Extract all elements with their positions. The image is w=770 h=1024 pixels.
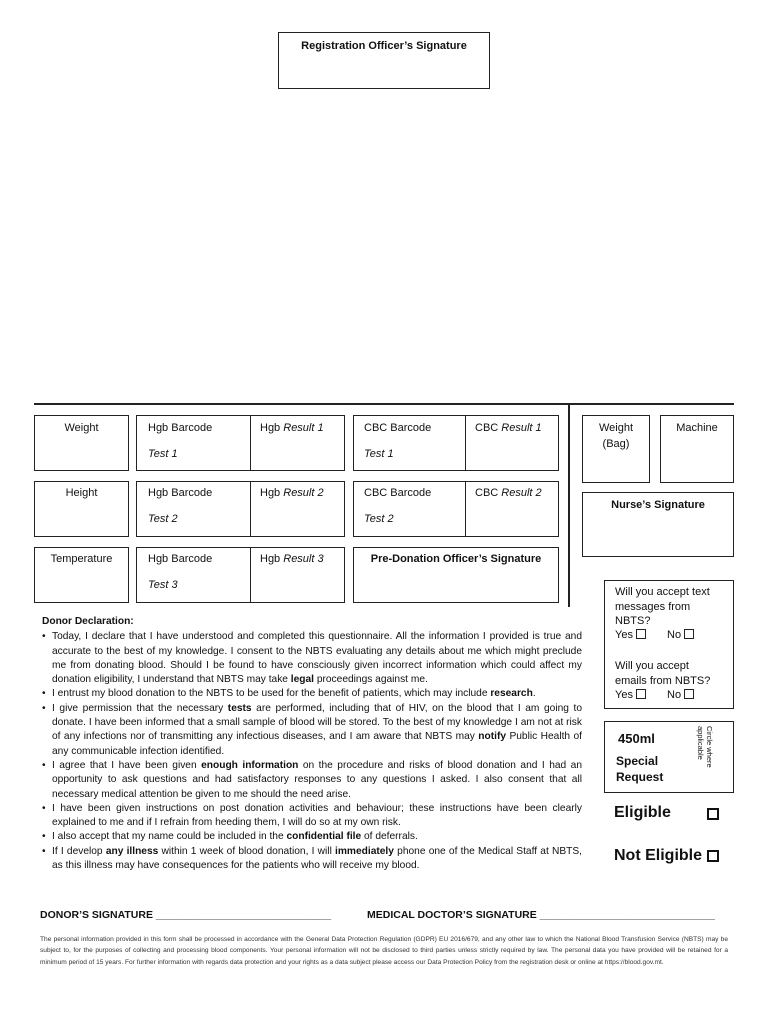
grid-divider-rule (568, 403, 570, 607)
height-field[interactable] (34, 481, 129, 537)
test-3-label: Test 3 (148, 579, 178, 591)
text-question-line-1: Will you accept text (615, 586, 710, 598)
hgb-barcode-1-field[interactable] (136, 415, 251, 471)
hgb-barcode-3-field[interactable] (136, 547, 251, 603)
cbc-test-1-label: Test 1 (364, 448, 394, 460)
hgb-barcode-2-label: Hgb Barcode (148, 487, 213, 499)
temperature-field[interactable] (34, 547, 129, 603)
cbc-result-1-label: CBC Result 1 (475, 422, 542, 434)
hgb-barcode-3-label: Hgb Barcode (148, 553, 213, 565)
hgb-result-3-label: Hgb Result 3 (260, 553, 324, 565)
machine-field[interactable] (660, 415, 734, 483)
special-label: Special (616, 754, 659, 768)
hgb-barcode-1-label: Hgb Barcode (148, 422, 213, 434)
eligible-label: Eligible (614, 804, 671, 821)
grid-top-rule (34, 403, 734, 405)
declaration-item-tests: • I give permission that the necessary tests are performed, including that of HIV, on the blood that I am going to donate. I have been informed that a small sample of blood will be stored. To the best of my knowledge I am not at risk of any infections nor of transmitting any infectious diseases, and I am aware that NBTS may notify Public Health of any communicable infection identified. (52, 702, 582, 759)
weight-label: Weight (64, 422, 99, 434)
test-1-label: Test 1 (148, 448, 178, 460)
donor-declaration (42, 615, 582, 873)
text-answer-row: Yes No (615, 629, 694, 641)
email-answer-row: Yes No (615, 689, 694, 701)
cbc-barcode-2-label: CBC Barcode (364, 487, 432, 499)
eligible-checkbox[interactable] (707, 808, 719, 820)
email-yes-checkbox[interactable] (636, 689, 646, 699)
declaration-item-instructions: • I have been given instructions on post donation activities and behaviour; these instructions have been clearly explained to me and if I refrain from heeding them, I will do so at my own risk. (52, 802, 582, 831)
medical-doctor-signature-line[interactable]: MEDICAL DOCTOR’S SIGNATURE ______________________________ (367, 909, 715, 921)
contact-consent-box (604, 580, 734, 709)
cbc-test-2-label: Test 2 (364, 513, 394, 525)
declaration-item-research: • I entrust my blood donation to the NBTS to be used for the benefit of patients, which may include research. (52, 687, 582, 701)
text-question-line-3: NBTS? (615, 615, 651, 627)
temperature-label: Temperature (50, 553, 113, 565)
cbc-barcode-1-field[interactable] (353, 415, 466, 471)
hgb-barcode-2-field[interactable] (136, 481, 251, 537)
cbc-barcode-2-field[interactable] (353, 481, 466, 537)
bag-label: (Bag) (602, 438, 630, 450)
circle-where-text: Circle where (705, 726, 714, 768)
test-2-label: Test 2 (148, 513, 178, 525)
registration-officer-signature-box[interactable] (278, 32, 490, 89)
declaration-item-illness: • If I develop any illness within 1 week of blood donation, I will immediately phone one of the Medical Staff at NBTS, as this illness may have consequences for the patients who will receive my blood. (52, 845, 582, 874)
donor-declaration-title: Donor Declaration: (42, 616, 134, 627)
declaration-item-deferrals: • I also accept that my name could be included in the confidential file of deferrals. (52, 830, 582, 844)
weight-bag-label: Weight (598, 422, 634, 434)
weight-field[interactable] (34, 415, 129, 471)
nurse-signature-box[interactable] (582, 492, 734, 557)
height-label: Height (65, 487, 98, 499)
gdpr-footer-notice: The personal information provided in this form shall be processed in accordance with the General Data Protection Regulation (GDPR) EU 2016/679, and any other law to which the National Blood Transfusion Service (NBTS) may be subject to, for the purposes of collecting and processing blood components. Your personal information will not be disclosed to third parties unless strictly required by law. The personal data you have provided will be retained for a minimum period of 15 years. For further information with regards data protection and your rights as a data subject please access our Data Protection Policy from the registration desk or online at https://blood.gov.mt. (40, 936, 728, 966)
not-eligible-checkbox[interactable] (707, 850, 719, 862)
nurse-signature-label: Nurse’s Signature (611, 499, 705, 511)
cbc-result-2-label: CBC Result 2 (475, 487, 542, 499)
machine-label: Machine (676, 422, 718, 434)
cbc-barcode-1-label: CBC Barcode (364, 422, 432, 434)
pre-donation-officer-signature-box[interactable] (353, 547, 559, 603)
hgb-result-2-label: Hgb Result 2 (260, 487, 324, 499)
hgb-result-2-field[interactable] (250, 481, 345, 537)
hgb-result-3-field[interactable] (250, 547, 345, 603)
hgb-result-1-field[interactable] (250, 415, 345, 471)
cbc-result-2-field[interactable] (465, 481, 559, 537)
hgb-result-1-label: Hgb Result 1 (260, 422, 324, 434)
applicable-text: applicable (696, 726, 705, 760)
pre-donation-officer-signature-label: Pre-Donation Officer’s Signature (370, 553, 542, 565)
email-question-line-1: Will you accept (615, 660, 689, 672)
text-no-checkbox[interactable] (684, 629, 694, 639)
text-yes-checkbox[interactable] (636, 629, 646, 639)
declaration-item-information: • I agree that I have been given enough information on the procedure and risks of blood donation and I had an opportunity to ask questions and had satisfactory responses to any questions I asked. I also consent that all necessary medical attention be given to me should the need arise. (52, 759, 582, 802)
circle-where-applicable-note (696, 726, 729, 788)
not-eligible-label: Not Eligible (614, 847, 702, 864)
volume-450ml-label: 450ml (618, 731, 655, 746)
text-question-line-2: messages from (615, 601, 691, 613)
donor-signature-line[interactable]: DONOR’S SIGNATURE ______________________________ (40, 909, 332, 921)
registration-officer-signature-label: Registration Officer’s Signature (301, 40, 467, 52)
volume-request-box[interactable] (604, 721, 734, 793)
email-no-checkbox[interactable] (684, 689, 694, 699)
weight-bag-field[interactable] (582, 415, 650, 483)
declaration-item-truthfulness: • Today, I declare that I have understood and completed this questionnaire. All the information I provided is true and accurate to the best of my knowledge. I consent to the NBTS evaluating any details about me which might preclude me from donating blood. Should I be found to have consciously given incorrect information which could affect my donation eligibility, I understand that NBTS may take legal proceedings against me. (52, 630, 582, 687)
cbc-result-1-field[interactable] (465, 415, 559, 471)
email-question-line-2: emails from NBTS? (615, 675, 711, 687)
request-label: Request (616, 770, 664, 784)
